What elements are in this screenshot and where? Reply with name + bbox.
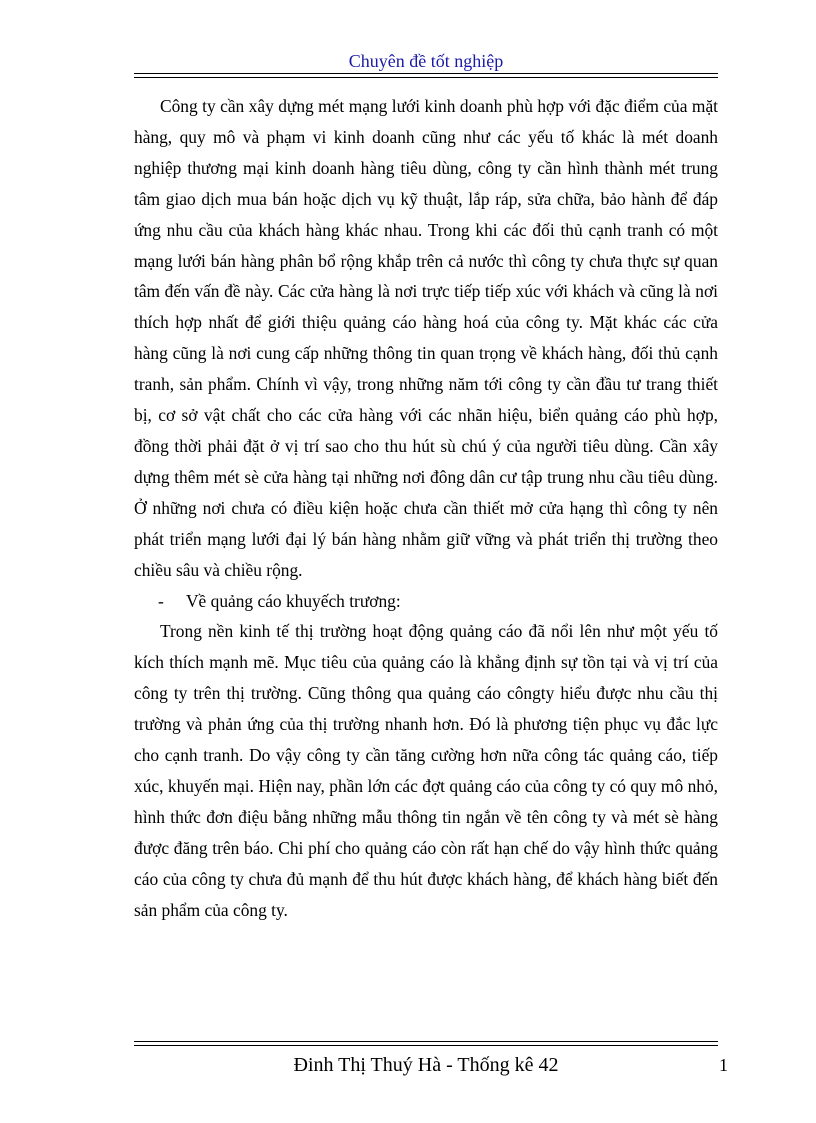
page-body	[134, 91, 718, 925]
page-footer	[134, 1052, 728, 1078]
bullet-heading: Về quảng cáo khuyếch trương:	[186, 590, 401, 611]
footer-author: Đinh Thị Thuý Hà - Thống kê 42	[293, 1054, 559, 1076]
body-paragraph: Trong nền kinh tế thị trường hoạt động quảng cáo đã nổi lên như một yếu tố kích thích mạnh mẽ. Mục tiêu của quảng cáo là khẳng định sự tồn tại và vị trí của công ty trên thị trường. Cũng thông qua quảng cáo côngty hiểu được nhu cầu thị trường và phản ứng của thị trường nhanh hơn. Đó là phương tiện phục vụ đắc lực cho cạnh tranh. Do vậy công ty cần tăng cường hơn nữa công tác quảng cáo, tiếp xúc, khuyến mại. Hiện nay, phần lớn các đợt quảng cáo của công ty có quy mô nhỏ, hình thức đơn điệu bằng những mẫu thông tin ngắn về tên công ty và mét sè hàng được đăng trên báo. Chi phí cho quảng cáo còn rất hạn chế do vậy hình thức quảng cáo của công ty chưa đủ mạnh để thu hút được khách hàng, để khách hàng biết đến sản phẩm của công ty.	[134, 621, 718, 920]
header-rule	[134, 73, 718, 78]
page-header	[134, 50, 718, 72]
bullet-marker: -	[158, 590, 164, 611]
bullet-item	[134, 586, 718, 617]
body-paragraph: Công ty cần xây dựng mét mạng lưới kinh doanh phù hợp với đặc điểm của mặt hàng, quy mô và phạm vi kinh doanh cũng như các yếu tố khác là mét doanh nghiệp thương mại kinh doanh hàng tiêu dùng, công ty cần hình thành mét trung tâm giao dịch mua bán hoặc dịch vụ kỹ thuật, lắp ráp, sửa chữa, bảo hành để đáp ứng nhu cầu của khách hàng khác nhau. Trong khi các đối thủ cạnh tranh có một mạng lưới bán hàng phân bổ rộng khắp trên cả nước thì công ty chưa thực sự quan tâm đến vấn đề này. Các cửa hàng là nơi trực tiếp tiếp xúc với khách và cũng là nơi thích hợp nhất để giới thiệu quảng cáo hàng hoá của công ty. Mặt khác các cửa hàng cũng là nơi cung cấp những thông tin quan trọng về khách hàng, đối thủ cạnh tranh, sản phẩm. Chính vì vậy, trong những năm tới công ty cần đầu tư trang thiết bị, cơ sở vật chất cho các cửa hàng với các nhãn hiệu, biển quảng cáo phù hợp, đồng thời phải đặt ở vị trí sao cho thu hút sù chú ý của người tiêu dùng. Cần xây dựng thêm mét sè cửa hàng tại những nơi đông dân cư tập trung nhu cầu tiêu dùng. Ở những nơi chưa có điều kiện hoặc chưa cần thiết mở cửa hạng thì công ty nên phát triển mạng lưới đại lý bán hàng nhằm giữ vững và phát triển thị trường theo chiều sâu và chiều rộng.	[134, 96, 718, 580]
page-number: 1	[719, 1055, 728, 1075]
header-title: Chuyên đề tốt nghiệp	[348, 51, 504, 71]
footer-rule	[134, 1041, 718, 1046]
